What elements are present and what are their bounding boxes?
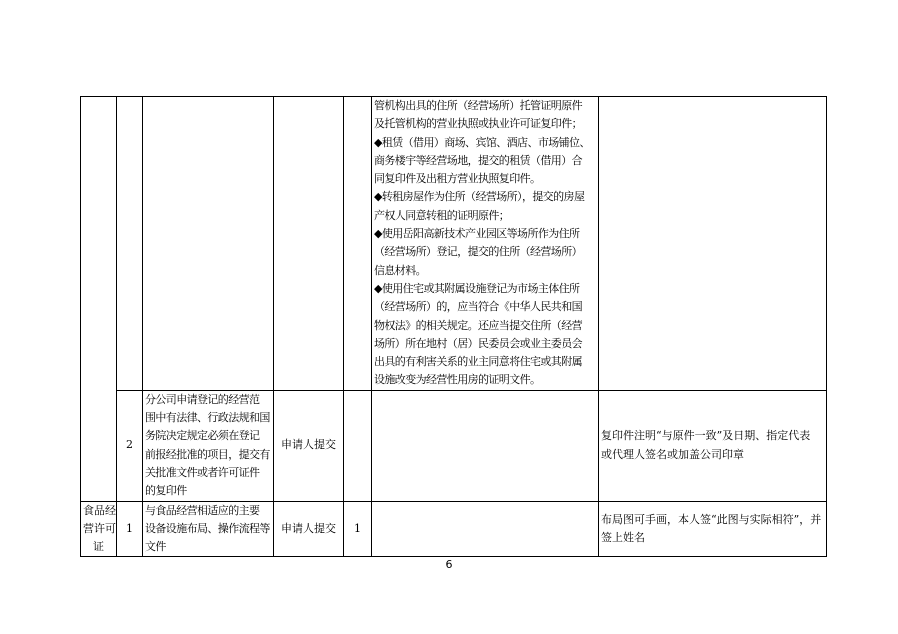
requirement-line: ◆使用住宅或其附属设施登记为市场主体住所 <box>374 281 580 295</box>
requirement-line: ◆转租房屋作为住所（经营场所），提交的房屋 <box>374 190 585 204</box>
copies-cell: 1 <box>344 501 372 557</box>
table-row <box>81 97 827 391</box>
requirement-line: ◆使用岳阳高新技术产业园区等场所作为住所 <box>374 227 580 241</box>
requirement-line: 及托管机构的营业执照或执业许可证复印件； <box>374 117 582 131</box>
requirement-line: 物权法》的相关规定。还应当提交住所（经营 <box>374 318 582 332</box>
remarks-cell <box>599 97 827 391</box>
item-number-cell: 2 <box>117 390 143 501</box>
material-line: 务院决定规定必须在登记 <box>145 429 260 443</box>
material-line: 分公司申请登记的经营范 <box>145 392 260 406</box>
category-line: 证 <box>93 540 104 554</box>
requirements-cell <box>372 501 599 557</box>
material-cell <box>143 501 274 557</box>
requirements-cell <box>372 390 599 501</box>
remark-line: 布局图可手画，本人签“此图与实际相符”，并 <box>601 512 822 526</box>
material-line: 设备设施布局、操作流程等 <box>145 521 270 535</box>
requirement-line: （经营场所）的，应当符合《中华人民共和国 <box>374 300 582 314</box>
submission-method-cell: 申请人提交 <box>274 390 344 501</box>
application-materials-table <box>80 96 827 557</box>
copies-cell <box>344 390 372 501</box>
material-line: 关批准文件或者许可证件 <box>145 465 260 479</box>
remark-line: 复印件注明“与原件一致”及日期、指定代表 <box>601 429 811 443</box>
table-row <box>81 390 827 501</box>
remark-line: 签上姓名 <box>601 530 645 544</box>
page-number: 6 <box>445 558 453 571</box>
requirement-line: 同复印件及出租方营业执照复印件。 <box>374 172 541 186</box>
requirement-line: 场所）所在地村（居）民委员会或业主委员会 <box>374 336 582 350</box>
table-row <box>81 501 827 557</box>
requirement-line: 商务楼宇等经营场地，提交的租赁（借用）合 <box>374 153 582 167</box>
material-line: 文件 <box>145 540 166 554</box>
category-line: 营许可 <box>83 521 116 535</box>
category-line: 食品经 <box>83 503 116 517</box>
submission-method-cell <box>274 97 344 391</box>
requirement-line: 产权人同意转租的证明原件； <box>374 208 510 222</box>
requirement-line: ◆租赁（借用）商场、宾馆、酒店、市场铺位、 <box>374 135 590 149</box>
material-line: 的复印件 <box>145 484 187 498</box>
submission-method-cell: 申请人提交 <box>274 501 344 557</box>
remarks-cell <box>599 390 827 501</box>
material-line: 围中有法律、行政法规和国 <box>145 411 270 425</box>
category-cell <box>81 97 117 502</box>
remarks-cell <box>599 501 827 557</box>
requirement-line: 信息材料。 <box>374 263 426 277</box>
copies-cell <box>344 97 372 391</box>
remark-line: 或代理人签名或加盖公司印章 <box>601 447 744 461</box>
material-line: 与食品经营相适应的主要 <box>145 503 260 517</box>
item-number-cell <box>117 97 143 391</box>
requirement-line: 出具的有利害关系的业主同意将住宅或其附属 <box>374 355 582 369</box>
requirement-line: （经营场所）登记，提交的住所（经营场所） <box>374 245 582 259</box>
material-cell <box>143 390 274 501</box>
requirement-line: 管机构出具的住所（经营场所）托管证明原件 <box>374 99 582 112</box>
material-line: 前报经批准的项目，提交有 <box>145 447 270 461</box>
requirement-line: 设施改变为经营性用房的证明文件。 <box>374 373 541 387</box>
item-number-cell: 1 <box>117 501 143 557</box>
requirements-cell <box>372 97 599 391</box>
material-cell <box>143 97 274 391</box>
category-cell <box>81 501 117 557</box>
